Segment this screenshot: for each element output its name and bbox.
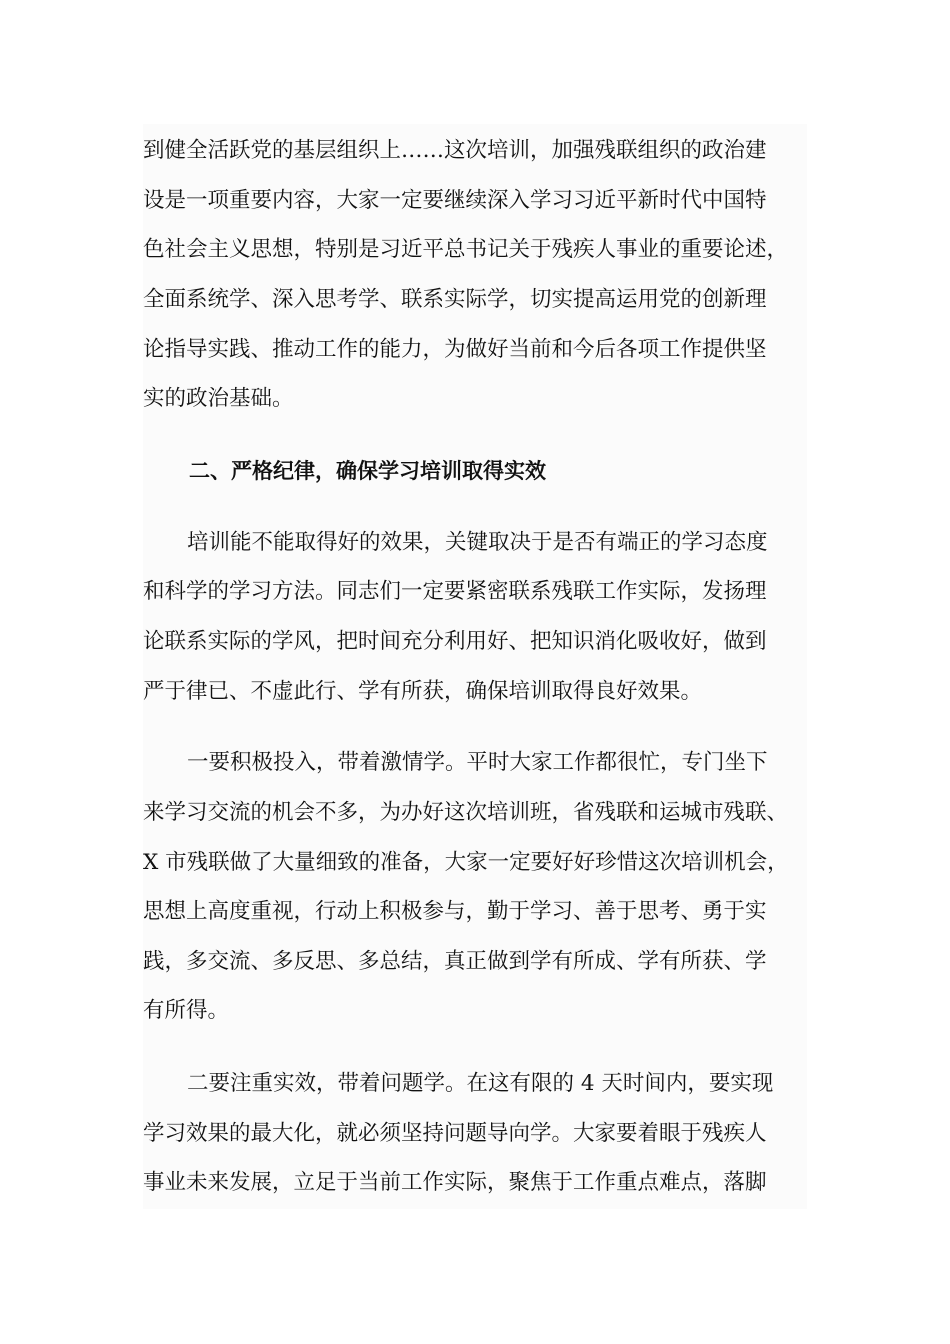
paragraph-line: 践，多交流、多反思、多总结，真正做到学有所成、学有所获、学 bbox=[143, 949, 767, 974]
paragraph-line: 有所得。 bbox=[143, 998, 230, 1023]
paragraph-line: 论指导实践、推动工作的能力，为做好当前和今后各项工作提供坚 bbox=[143, 337, 767, 362]
paragraph-line: 和科学的学习方法。同志们一定要紧密联系残联工作实际，发扬理 bbox=[143, 579, 767, 604]
paragraph-line: 来学习交流的机会不多，为办好这次培训班，省残联和运城市残联、 bbox=[143, 800, 789, 825]
paragraph-line: 事业未来发展，立足于当前工作实际，聚焦于工作重点难点，落脚 bbox=[143, 1170, 767, 1195]
section-heading: 二、严格纪律，确保学习培训取得实效 bbox=[189, 459, 546, 483]
paragraph-line: 实的政治基础。 bbox=[143, 386, 294, 411]
paragraph-line: 到健全活跃党的基层组织上……这次培训，加强残联组织的政治建 bbox=[143, 138, 767, 163]
paragraph-line: 设是一项重要内容，大家一定要继续深入学习习近平新时代中国特 bbox=[143, 188, 767, 213]
paragraph-line: 全面系统学、深入思考学、联系实际学，切实提高运用党的创新理 bbox=[143, 287, 767, 312]
paragraph-line: 论联系实际的学风，把时间充分利用好、把知识消化吸收好，做到 bbox=[143, 629, 767, 654]
document-page bbox=[143, 124, 807, 1209]
paragraph-line: X 市残联做了大量细致的准备，大家一定要好好珍惜这次培训机会， bbox=[143, 850, 789, 875]
paragraph-line: 色社会主义思想，特别是习近平总书记关于残疾人事业的重要论述， bbox=[143, 237, 789, 262]
paragraph-line: 培训能不能取得好的效果，关键取决于是否有端正的学习态度 bbox=[187, 530, 768, 555]
paragraph-line: 一要积极投入，带着激情学。平时大家工作都很忙，专门坐下 bbox=[187, 750, 768, 775]
paragraph-line: 二要注重实效，带着问题学。在这有限的 4 天时间内，要实现 bbox=[187, 1071, 774, 1096]
paragraph-line: 严于律已、不虚此行、学有所获，确保培训取得良好效果。 bbox=[143, 679, 703, 704]
paragraph-line: 思想上高度重视，行动上积极参与，勤于学习、善于思考、勇于实 bbox=[143, 899, 767, 924]
paragraph-line: 学习效果的最大化，就必须坚持问题导向学。大家要着眼于残疾人 bbox=[143, 1121, 767, 1146]
